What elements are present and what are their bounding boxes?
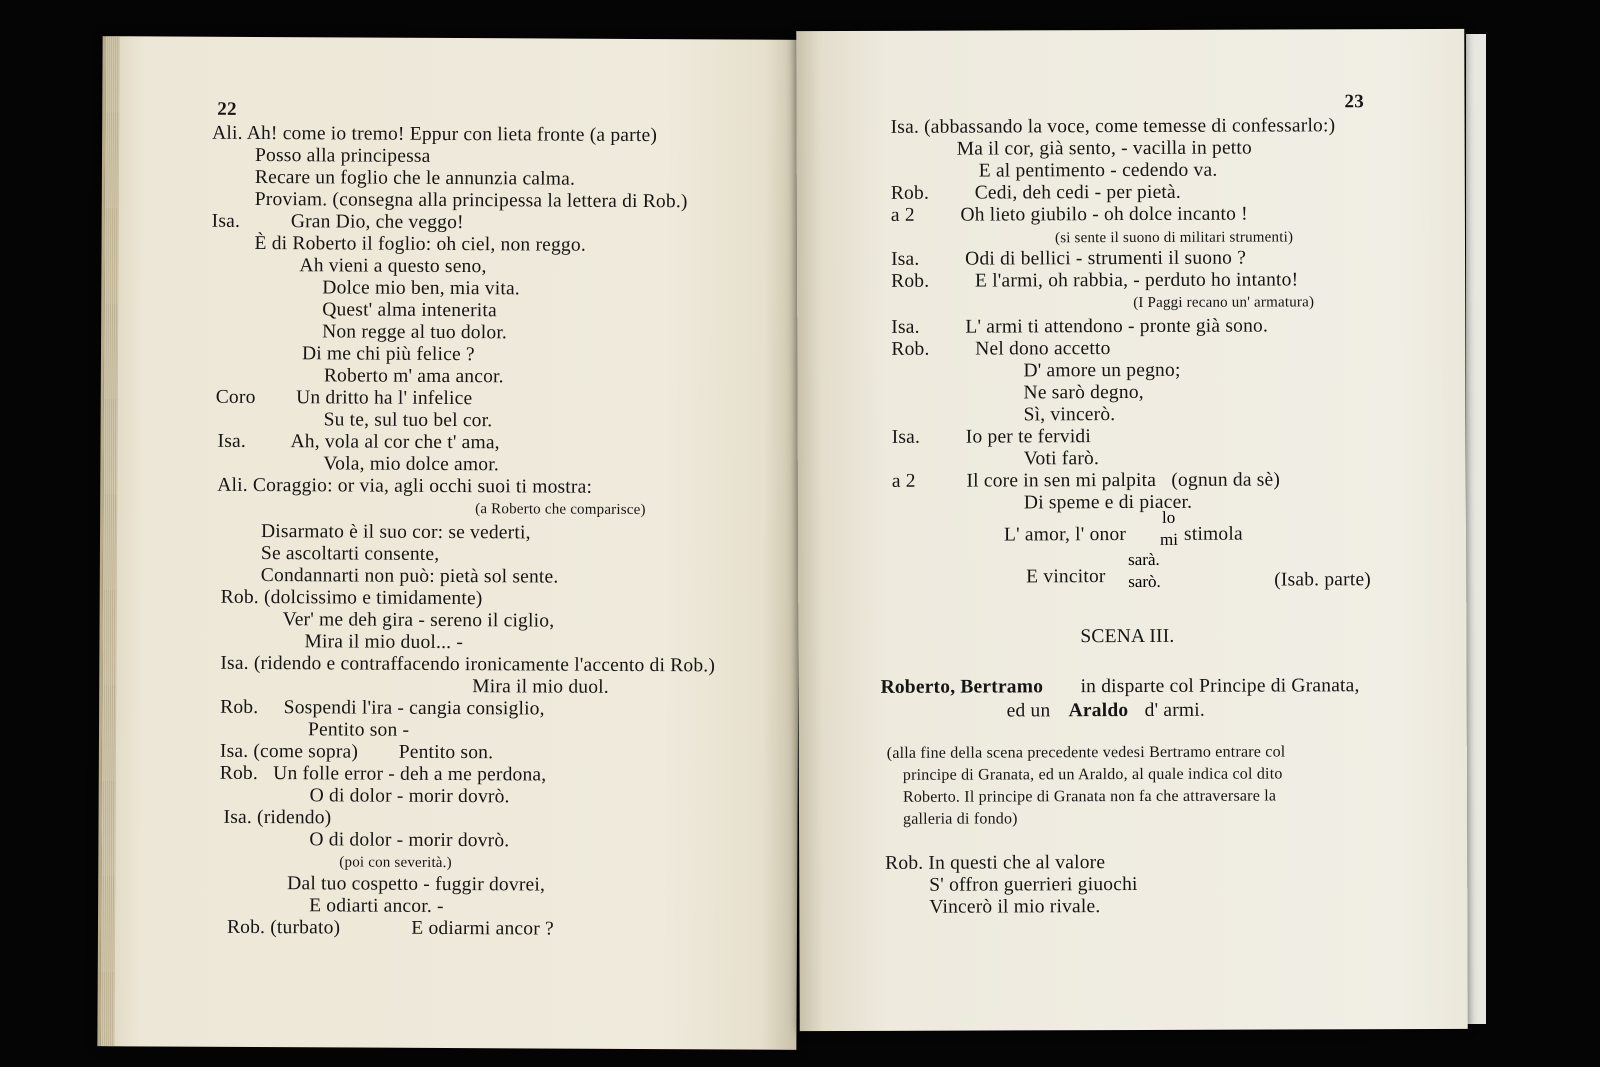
text-line: Vincerò il mio rivale.: [929, 896, 1101, 918]
text-line: Ne sarò degno,: [1023, 381, 1144, 404]
text-line: Di speme e di piacer.: [1023, 491, 1193, 514]
stage-direction: (si sente il suono di militari strumenti): [1054, 229, 1294, 247]
text-line: Ah vieni a questo seno,: [299, 255, 487, 278]
stage-direction: (I Paggi recano un' armatura): [1133, 294, 1315, 311]
text-line: ed un: [1006, 700, 1051, 722]
text-line: Isa. Gran Dio, che veggo!: [211, 210, 464, 234]
text-line: Di me chi più felice ?: [301, 343, 475, 366]
stage-direction: (poi con severità.): [339, 854, 452, 872]
text-line: E al pentimento - cedendo va.: [978, 159, 1218, 182]
text-line: Rob. E l'armi, oh rabbia, - perduto ho intanto!: [891, 269, 1299, 292]
text-line: O di dolor - morir dovrò.: [309, 829, 510, 852]
stage-direction: galleria di fondo): [902, 810, 1018, 828]
text-line: D' amore un pegno;: [1023, 359, 1181, 382]
text-line: O di dolor - morir dovrò.: [309, 785, 510, 808]
text-line: Su te, sul tuo bel cor.: [323, 409, 493, 432]
page-number: 22: [217, 98, 237, 120]
text-variant: sarò.: [1128, 571, 1161, 592]
text-line: Sì, vincerò.: [1023, 404, 1116, 426]
text-line: È di Roberto il foglio: oh ciel, non reggo.: [254, 232, 587, 256]
text-line: Rob. Sospendi l'ira - cangia consiglio,: [220, 696, 545, 720]
text-line: Rob. (dolcissimo e timidamente): [220, 586, 483, 610]
character-names: Roberto, Bertramo: [880, 676, 1044, 698]
stage-direction: Roberto. Il principe di Granata non fa che attraversare la: [902, 787, 1277, 806]
text-line: L' amor, l' onor: [1003, 524, 1127, 546]
page-edges: [100, 36, 119, 1046]
text-variant: sarà.: [1128, 549, 1160, 570]
page-edge: [1466, 34, 1486, 1024]
text-variant: mi: [1159, 529, 1179, 549]
text-line: stimola: [1183, 523, 1243, 545]
text-line: Vola, mio dolce amor.: [323, 453, 499, 476]
text-line: Mira il mio duol.: [472, 676, 609, 698]
text-line: Isa. L' armi ti attendono - pronte già sono.: [891, 315, 1269, 338]
text-line: Isa. (abbassando la voce, come temesse di confessarlo:): [890, 115, 1336, 138]
text-line: Non regge al tuo dolor.: [322, 321, 508, 344]
text-line: Rob. (turbato) E odiarmi ancor ?: [226, 916, 554, 940]
text-line: Se ascoltarti consente,: [260, 543, 440, 565]
text-line: Voti farò.: [1023, 448, 1100, 470]
text-line: Isa. Odi di bellici - strumenti il suono ?: [891, 247, 1247, 270]
right-page: [796, 29, 1467, 1031]
text-line: Mira il mio duol... -: [304, 631, 464, 654]
text-line: a 2 Oh lieto giubilo - oh dolce incanto !: [890, 203, 1248, 226]
text-line: Posso alla principessa: [254, 144, 431, 167]
text-line: Dal tuo cospetto - fuggir dovrei,: [287, 873, 546, 896]
text-line: Rob. Cedi, deh cedi - per pietà.: [890, 181, 1181, 204]
text-line: Ali. Ah! come io tremo! Eppur con lieta fronte (a parte): [212, 122, 658, 147]
text-line: Isa. (come sopra) Pentito son.: [219, 740, 494, 764]
text-line: Isa. (ridendo e contraffacendo ironicamente l'accento di Rob.): [220, 652, 716, 677]
text-line: Dolce mio ben, mia vita.: [322, 277, 520, 300]
text-line: Ver' me deh gira - sereno il ciglio,: [282, 609, 555, 632]
text-line: E odiarti ancor. -: [309, 895, 444, 917]
text-line: Isa. Io per te fervidi: [891, 426, 1092, 448]
text-line: a 2 Il core in sen mi palpita (ognun da sè): [891, 469, 1281, 492]
stage-direction: (Isab. parte): [1274, 569, 1372, 591]
text-line: Isa. (ridendo): [223, 806, 332, 829]
text-line: S' offron guerrieri giuochi: [929, 873, 1138, 896]
text-line: Isa. Ah, vola al cor che t' ama,: [217, 430, 500, 454]
stage-direction: (a Roberto che comparisce): [475, 501, 646, 519]
text-line: d' armi.: [1144, 699, 1206, 721]
text-line: Roberto m' ama ancor.: [323, 365, 504, 388]
text-variant: lo: [1161, 507, 1176, 527]
text-line: Rob. In questi che al valore: [885, 852, 1106, 874]
stage-direction: (alla fine della scena precedente vedesi Bertramo entrare col: [886, 743, 1286, 762]
text-line: Rob. Nel dono accetto: [891, 338, 1111, 360]
text-line: Ma il cor, già sento, - vacilla in petto: [956, 137, 1253, 160]
text-line: Disarmato è il suo cor: se vederti,: [261, 521, 531, 544]
left-page: [97, 36, 801, 1050]
page-number: 23: [1344, 91, 1364, 113]
text-line: Proviam. (consegna alla principessa la lettera di Rob.): [254, 188, 688, 213]
stage-direction: principe di Granata, ed un Araldo, al quale indica col dito: [902, 765, 1283, 784]
text-line: Rob. Un folle error - deh a me perdona,: [219, 762, 547, 786]
text-line: in disparte col Principe di Granata,: [1080, 675, 1360, 698]
text-line: Quest' alma intenerita: [322, 299, 497, 322]
scene-heading: SCENA III.: [1080, 625, 1175, 648]
character-name: Araldo: [1068, 700, 1129, 722]
text-line: E vincitor: [1026, 566, 1106, 588]
text-line: Pentito son -: [307, 719, 410, 741]
text-line: Recare un foglio che le annunzia calma.: [254, 166, 576, 190]
text-line: Condannarti non può: pietà sol sente.: [260, 565, 559, 588]
text-line: Coro Un dritto ha l' infelice: [215, 386, 473, 410]
text-line: Ali. Coraggio: or via, agli occhi suoi ti mostra:: [217, 474, 593, 498]
